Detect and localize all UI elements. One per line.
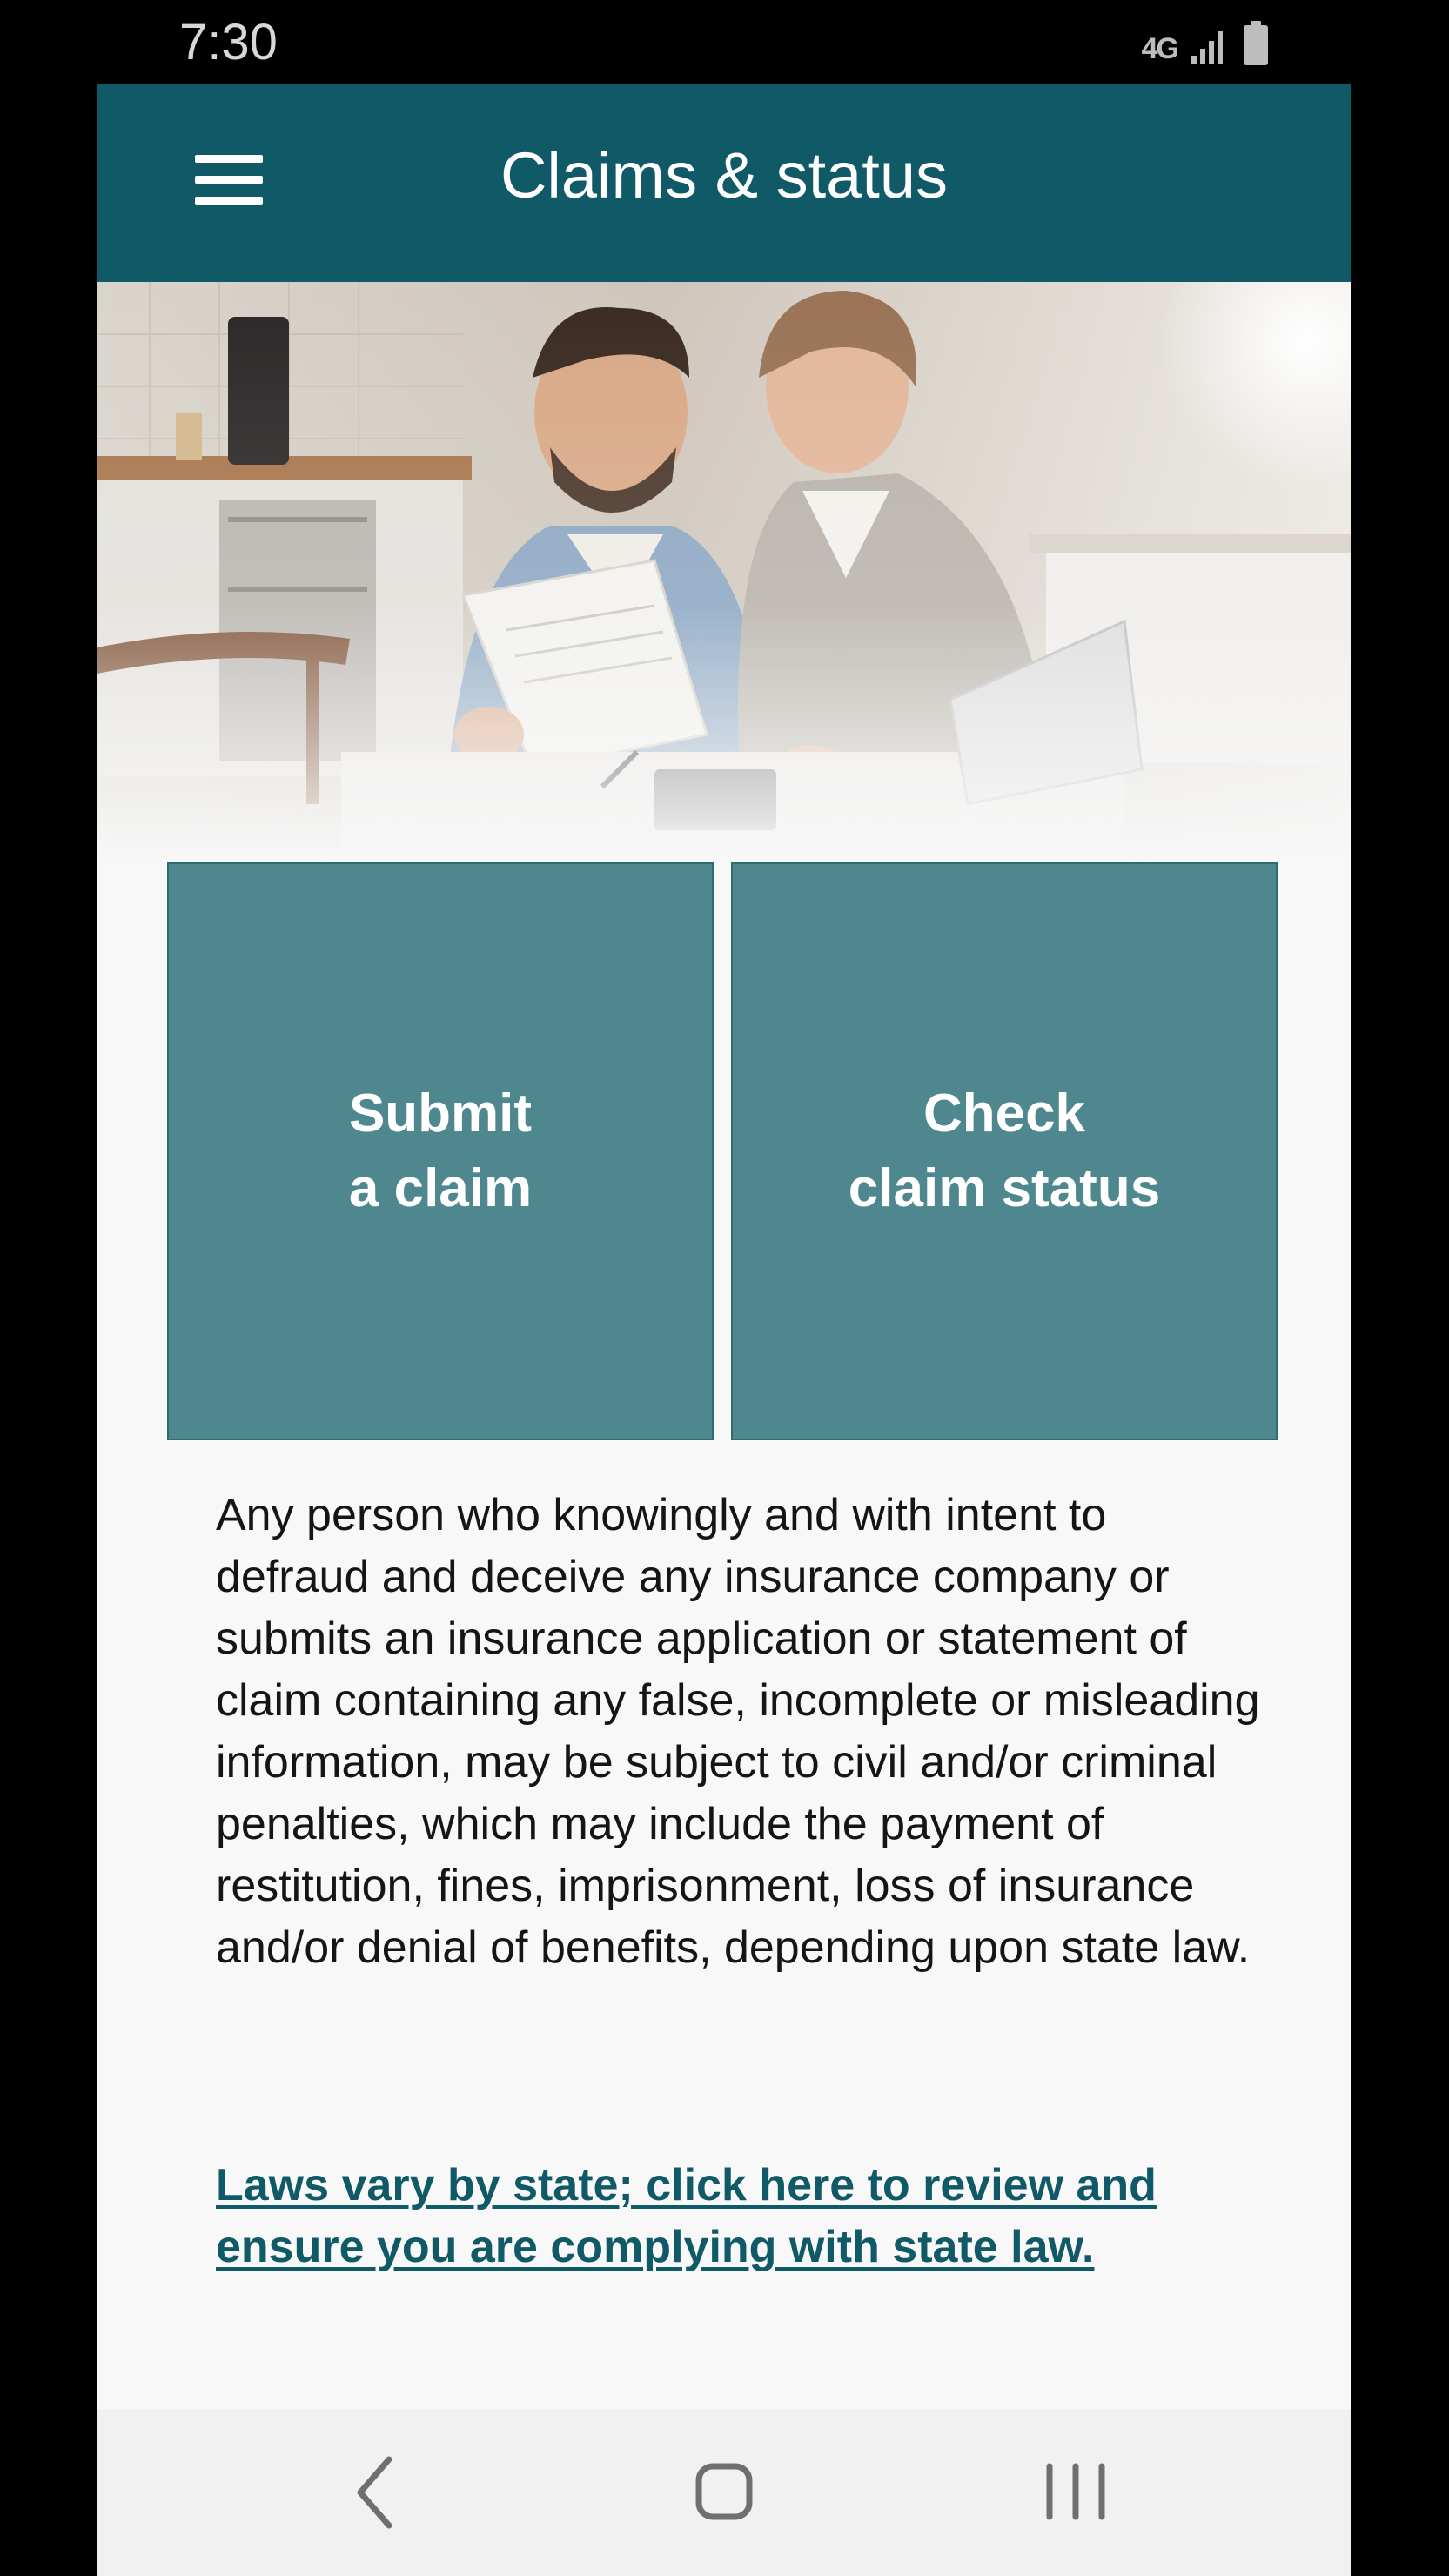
hamburger-menu-icon[interactable] [195, 155, 265, 207]
submit-claim-label: Submit a claim [348, 1083, 533, 1218]
fraud-disclaimer-text: Any person who knowingly and with intent to defraud and deceive any insurance company or submits an insurance application or statement of claim containing any false, incomplete or misleading information, may be subject to civil and/or criminal penalties, which may include the payment of restitution, fines, imprisonment, loss of insurance and/or denial of benefits, depending upon state law. [216, 1490, 1260, 1973]
signal-icon [1190, 26, 1230, 66]
battery-icon [1242, 21, 1270, 66]
status-bar [0, 0, 1449, 84]
page-title: Claims & status [500, 139, 949, 211]
app-screen [97, 84, 1351, 2576]
hero-photo [97, 282, 1351, 867]
status-icons [1142, 17, 1270, 66]
recent-apps-icon[interactable] [989, 2409, 1163, 2576]
home-icon[interactable] [637, 2409, 811, 2576]
check-claim-status-button[interactable] [731, 862, 1278, 1440]
status-time: 7:30 [179, 14, 278, 70]
app-header [97, 84, 1351, 282]
navigation-bar [97, 2409, 1351, 2576]
back-chevron-icon[interactable] [289, 2409, 463, 2576]
network-4g-icon: 4G [1141, 32, 1177, 65]
check-claim-status-label: Check claim status [848, 1083, 1161, 1218]
submit-claim-button[interactable] [167, 862, 714, 1440]
state-law-link[interactable]: Laws vary by state; click here to review and ensure you are complying with state law. [216, 2160, 1157, 2272]
